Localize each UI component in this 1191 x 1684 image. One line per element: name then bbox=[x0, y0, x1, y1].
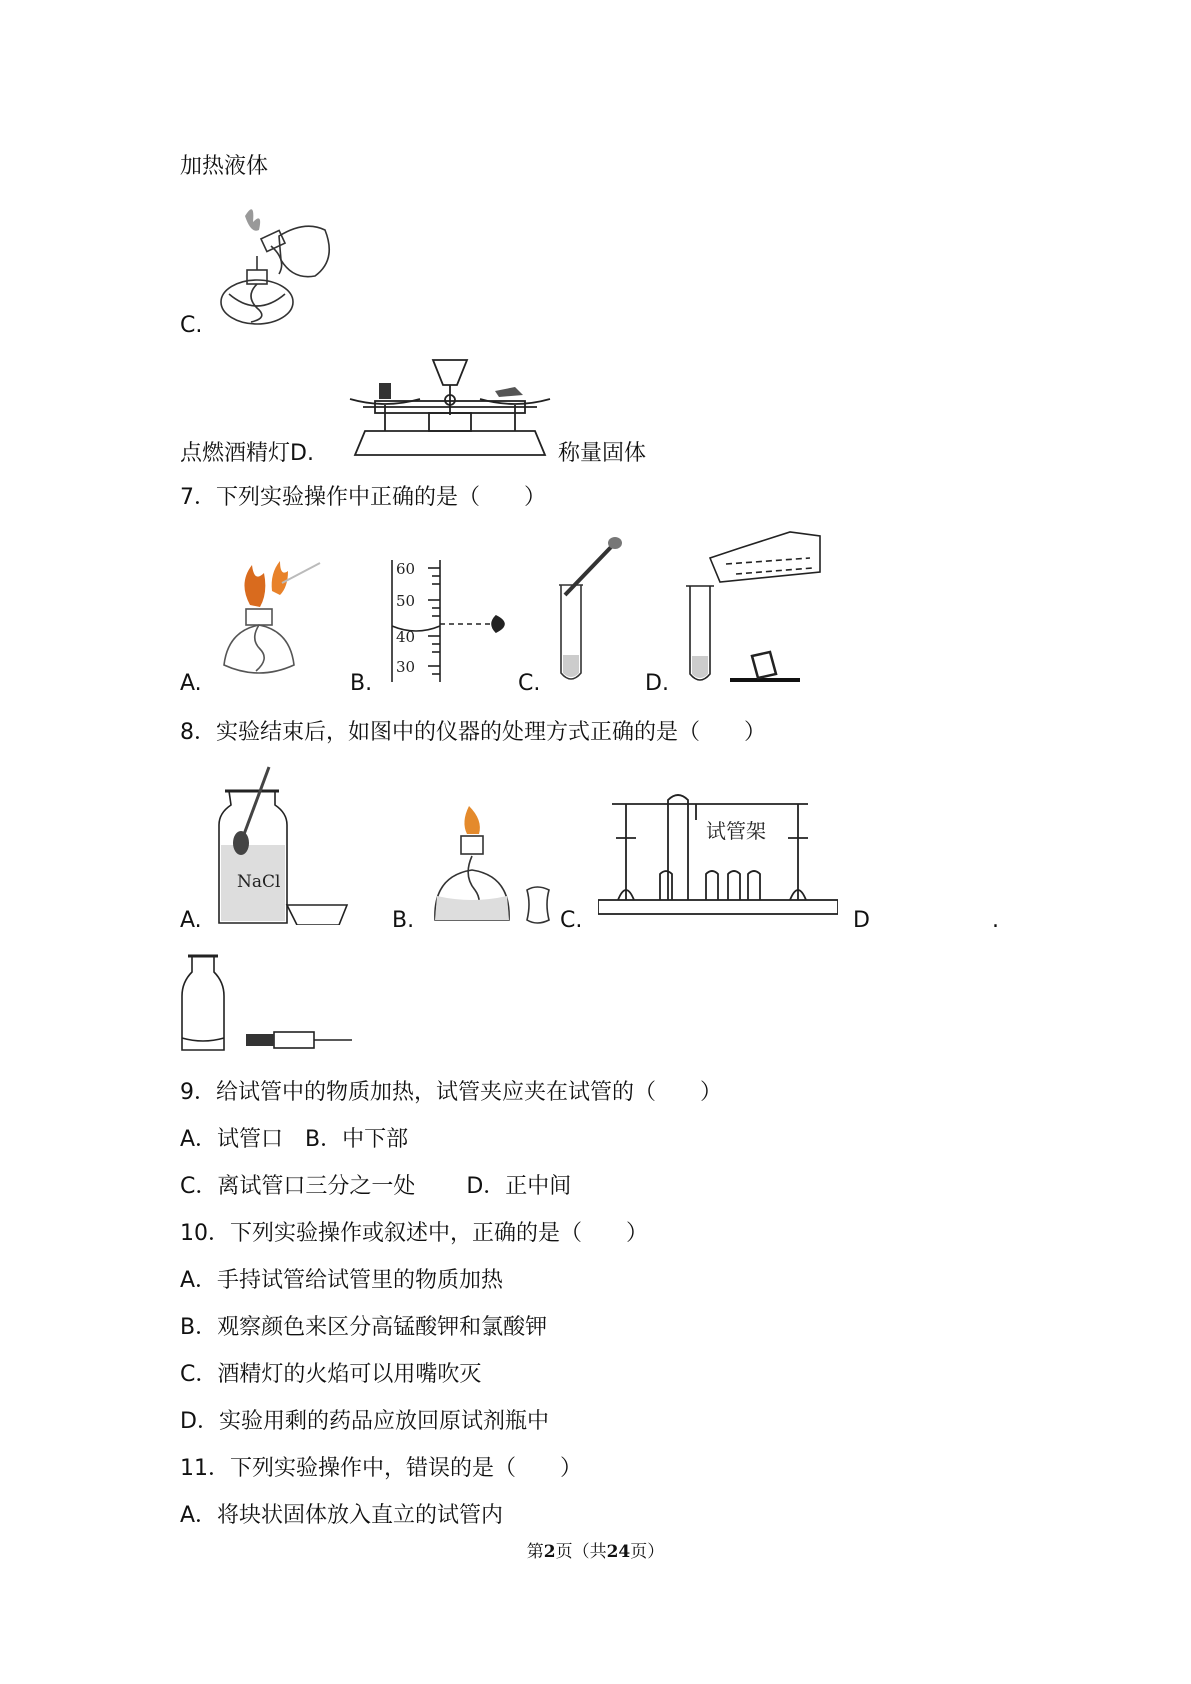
q10-option-c: C．酒精灯的火焰可以用嘴吹灭 bbox=[180, 1362, 482, 1387]
cylinder-tick-30: 30 bbox=[396, 658, 416, 676]
test-tube-rack-label: 试管架 bbox=[706, 819, 766, 843]
footer-page-number: 2 bbox=[543, 1542, 556, 1562]
cylinder-tick-60: 60 bbox=[396, 560, 416, 578]
q8-option-d-label: D bbox=[853, 908, 870, 933]
figure-q7-c-dropper-in-tube bbox=[555, 535, 625, 685]
footer-prefix: 第 bbox=[526, 1542, 544, 1562]
q6-option-c-label: C. bbox=[180, 313, 203, 338]
weigh-solid-caption: 称量固体 bbox=[558, 441, 647, 466]
footer-middle: 页（共 bbox=[555, 1542, 607, 1562]
light-lamp-caption: 点燃酒精灯 bbox=[180, 441, 291, 466]
footer-suffix: 页） bbox=[630, 1542, 665, 1562]
q8-option-b-label: B. bbox=[392, 908, 415, 933]
q7-option-d-label: D. bbox=[645, 671, 669, 696]
q7-option-b-label: B. bbox=[350, 671, 373, 696]
q6-option-d-label: D. bbox=[290, 441, 314, 466]
q9-options-cd: C．离试管口三分之一处 D．正中间 bbox=[180, 1174, 572, 1199]
figure-q8-c-test-tube-rack bbox=[598, 790, 838, 920]
footer-total-pages: 24 bbox=[606, 1542, 631, 1562]
cylinder-tick-40: 40 bbox=[396, 628, 416, 646]
q8-option-a-label: A. bbox=[180, 908, 202, 933]
page-footer bbox=[0, 1537, 1191, 1562]
heat-liquid-caption: 加热液体 bbox=[180, 154, 269, 179]
q7-stem: 7．下列实验操作中正确的是（ ） bbox=[180, 485, 546, 510]
q8-trailing-dot: . bbox=[992, 908, 999, 933]
q8-option-c-label: C. bbox=[560, 908, 583, 933]
figure-q7-b-graduated-cylinder bbox=[388, 560, 518, 685]
q10-option-a: A．手持试管给试管里的物质加热 bbox=[180, 1268, 504, 1293]
figure-q8-d-bottle-and-dropper bbox=[178, 952, 358, 1057]
cylinder-tick-50: 50 bbox=[396, 592, 416, 610]
figure-q8-a-reagent-bottle-spoon bbox=[215, 765, 365, 925]
q9-stem: 9．给试管中的物质加热，试管夹应夹在试管的（ ） bbox=[180, 1080, 722, 1105]
q10-stem: 10．下列实验操作或叙述中，正确的是（ ） bbox=[180, 1221, 648, 1246]
q10-option-b: B．观察颜色来区分高锰酸钾和氯酸钾 bbox=[180, 1315, 548, 1340]
q9-options-ab: A．试管口 B．中下部 bbox=[180, 1127, 409, 1152]
figure-balance-scale bbox=[345, 355, 555, 460]
q7-option-a-label: A. bbox=[180, 671, 202, 696]
q11-stem: 11．下列实验操作中，错误的是（ ） bbox=[180, 1456, 582, 1481]
q7-option-c-label: C. bbox=[518, 671, 541, 696]
figure-q7-a-lighting-lamp bbox=[220, 553, 330, 683]
q8-stem: 8．实验结束后，如图中的仪器的处理方式正确的是（ ） bbox=[180, 720, 766, 745]
figure-lamp-light-from-lamp bbox=[215, 200, 335, 330]
q11-option-a: A．将块状固体放入直立的试管内 bbox=[180, 1503, 504, 1528]
nacl-label: NaCl bbox=[237, 872, 281, 892]
figure-q8-b-alcohol-lamp-cap bbox=[425, 800, 565, 930]
q10-option-d: D．实验用剩的药品应放回原试剂瓶中 bbox=[180, 1409, 549, 1434]
figure-q7-d-adding-solid bbox=[680, 528, 840, 688]
